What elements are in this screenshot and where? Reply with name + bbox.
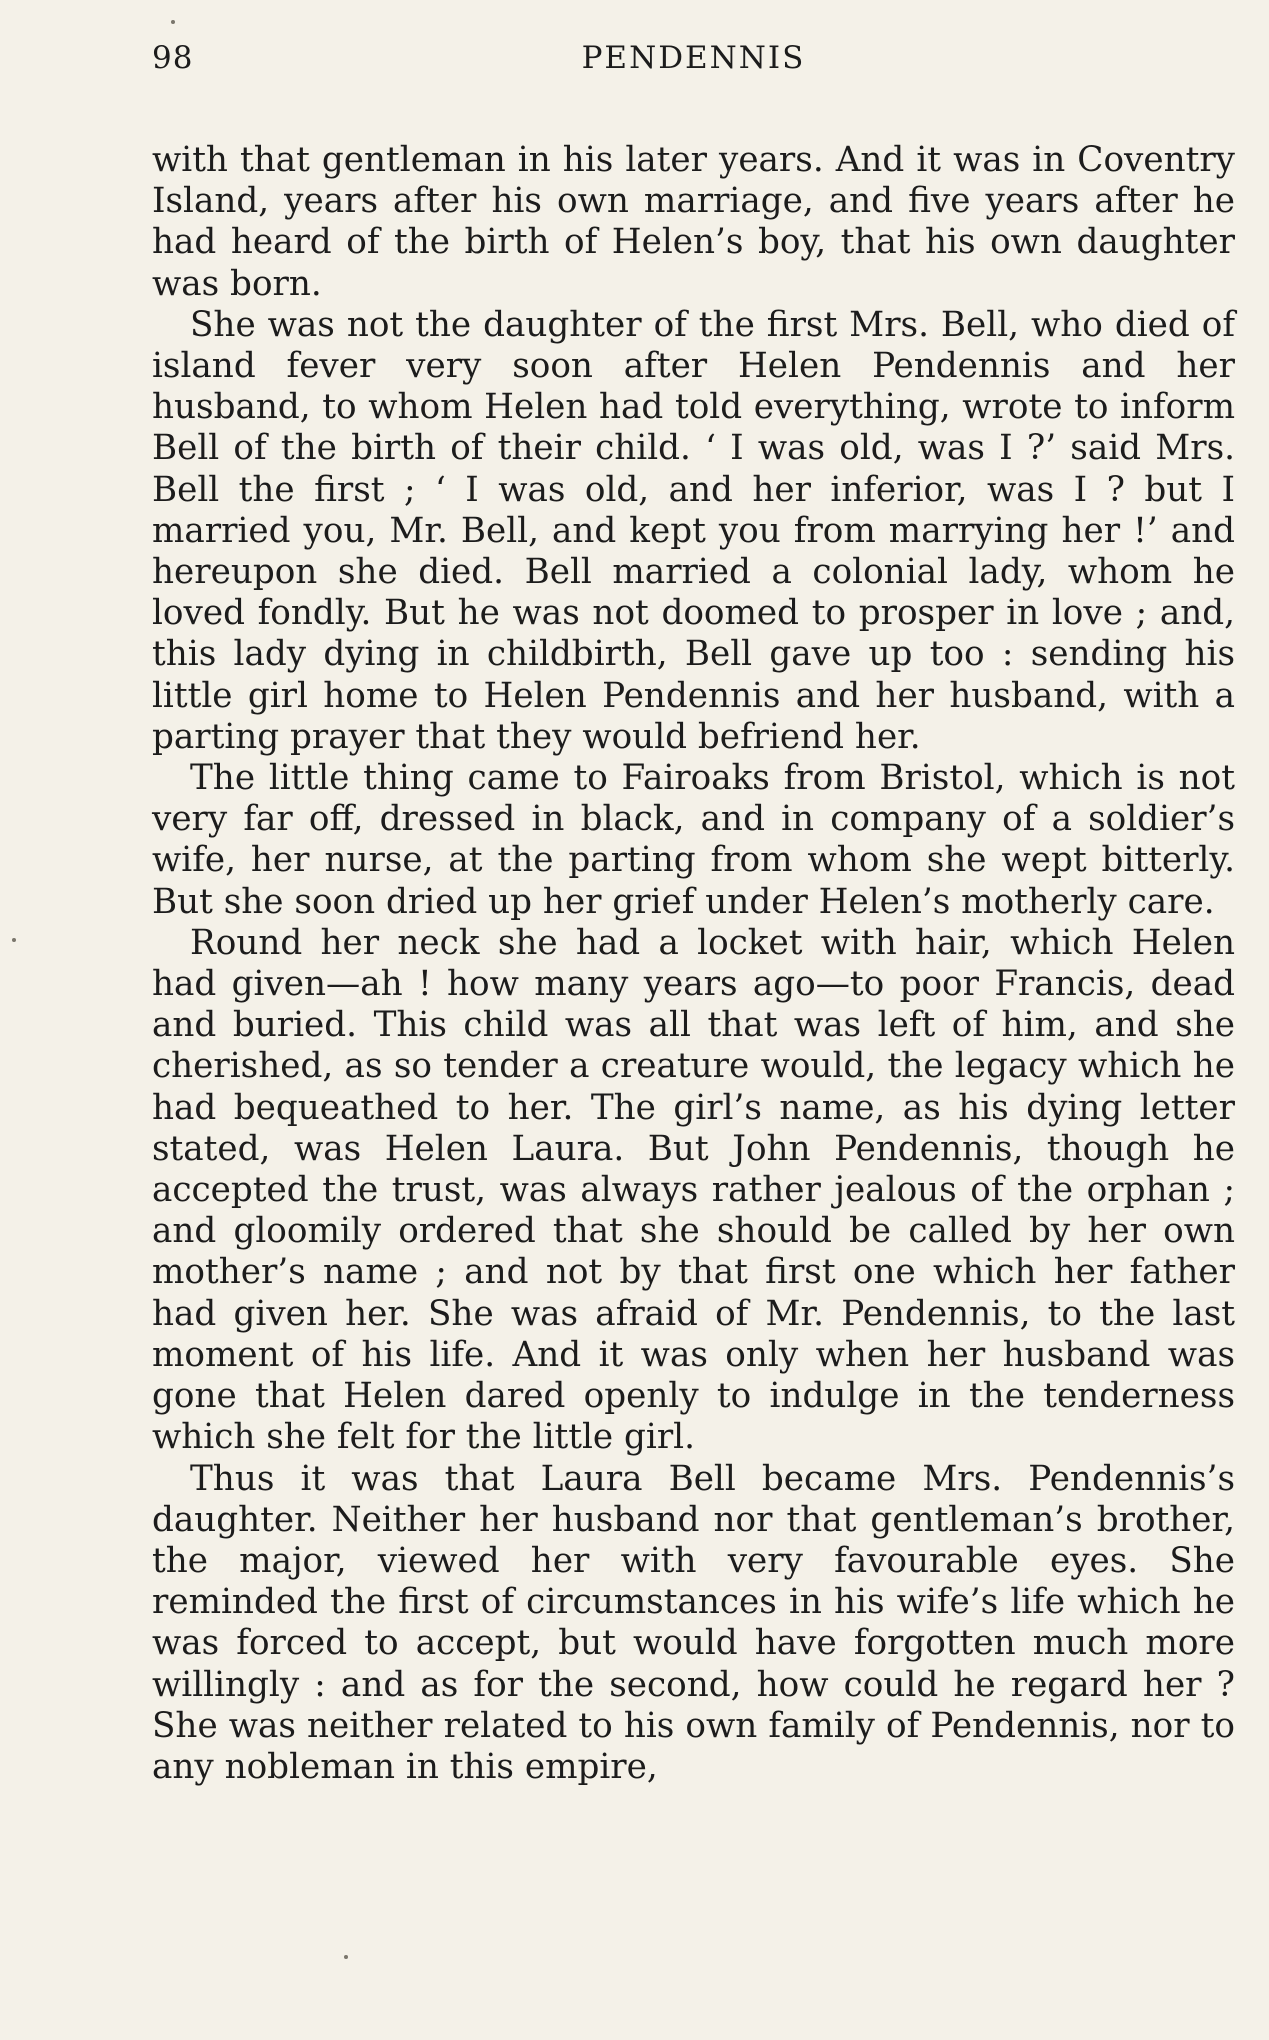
book-page xyxy=(152,28,1235,2008)
page-number: 98 xyxy=(152,40,194,76)
body-text xyxy=(152,140,1235,1788)
running-head xyxy=(152,28,1235,88)
print-speck xyxy=(171,20,175,24)
paragraph-4: Round her neck she had a locket with hair, which Helen had given—ah ! how many years ago—to poor Francis, dead and buried. This child was all that was left of him, and she cherished, as so tender a creature would, the legacy which he had bequeathed to her. The girl’s name, as his dying letter stated, was Helen Laura. But John Pendennis, though he accepted the trust, was always rather jealous of the orphan ; and gloomily ordered that she should be called by her own mother’s name ; and not by that first one which her father had given her. She was afraid of Mr. Pendennis, to the last moment of his life. And it was only when her husband was gone that Helen dared openly to indulge in the tenderness which she felt for the little girl. xyxy=(152,922,1235,1458)
print-speck xyxy=(12,938,16,942)
paragraph-3: The little thing came to Fairoaks from Bristol, which is not very far off, dressed in black, and in company of a soldier’s wife, her nurse, at the parting from whom she wept bitterly. But she soon dried up her grief under Helen’s motherly care. xyxy=(152,758,1235,922)
print-speck xyxy=(344,1955,348,1959)
running-title: PENDENNIS xyxy=(581,40,806,76)
paragraph-2: She was not the daughter of the first Mrs. Bell, who died of island fever very soon after Helen Pendennis and her husband, to whom Helen had told everything, wrote to inform Bell of the birth of their child. ‘ I was old, was I ?’ said Mrs. Bell the first ; ‘ I was old, and her inferior, was I ? but I married you, Mr. Bell, and kept you from marrying her !’ and hereupon she died. Bell married a colonial lady, whom he loved fondly. But he was not doomed to prosper in love ; and, this lady dying in childbirth, Bell gave up too : sending his little girl home to Helen Pendennis and her husband, with a parting prayer that they would befriend her. xyxy=(152,304,1235,757)
paragraph-1: with that gentleman in his later years. And it was in Coventry Island, years after his own marriage, and five years after he had heard of the birth of Helen’s boy, that his own daughter was born. xyxy=(152,140,1235,304)
paragraph-5: Thus it was that Laura Bell became Mrs. Pendennis’s daughter. Neither her husband nor that gentleman’s brother, the major, viewed her with very favourable eyes. She reminded the first of circumstances in his wife’s life which he was forced to accept, but would have forgotten much more willingly : and as for the second, how could he regard her ? She was neither related to his own family of Pendennis, nor to any nobleman in this empire, xyxy=(152,1458,1235,1787)
